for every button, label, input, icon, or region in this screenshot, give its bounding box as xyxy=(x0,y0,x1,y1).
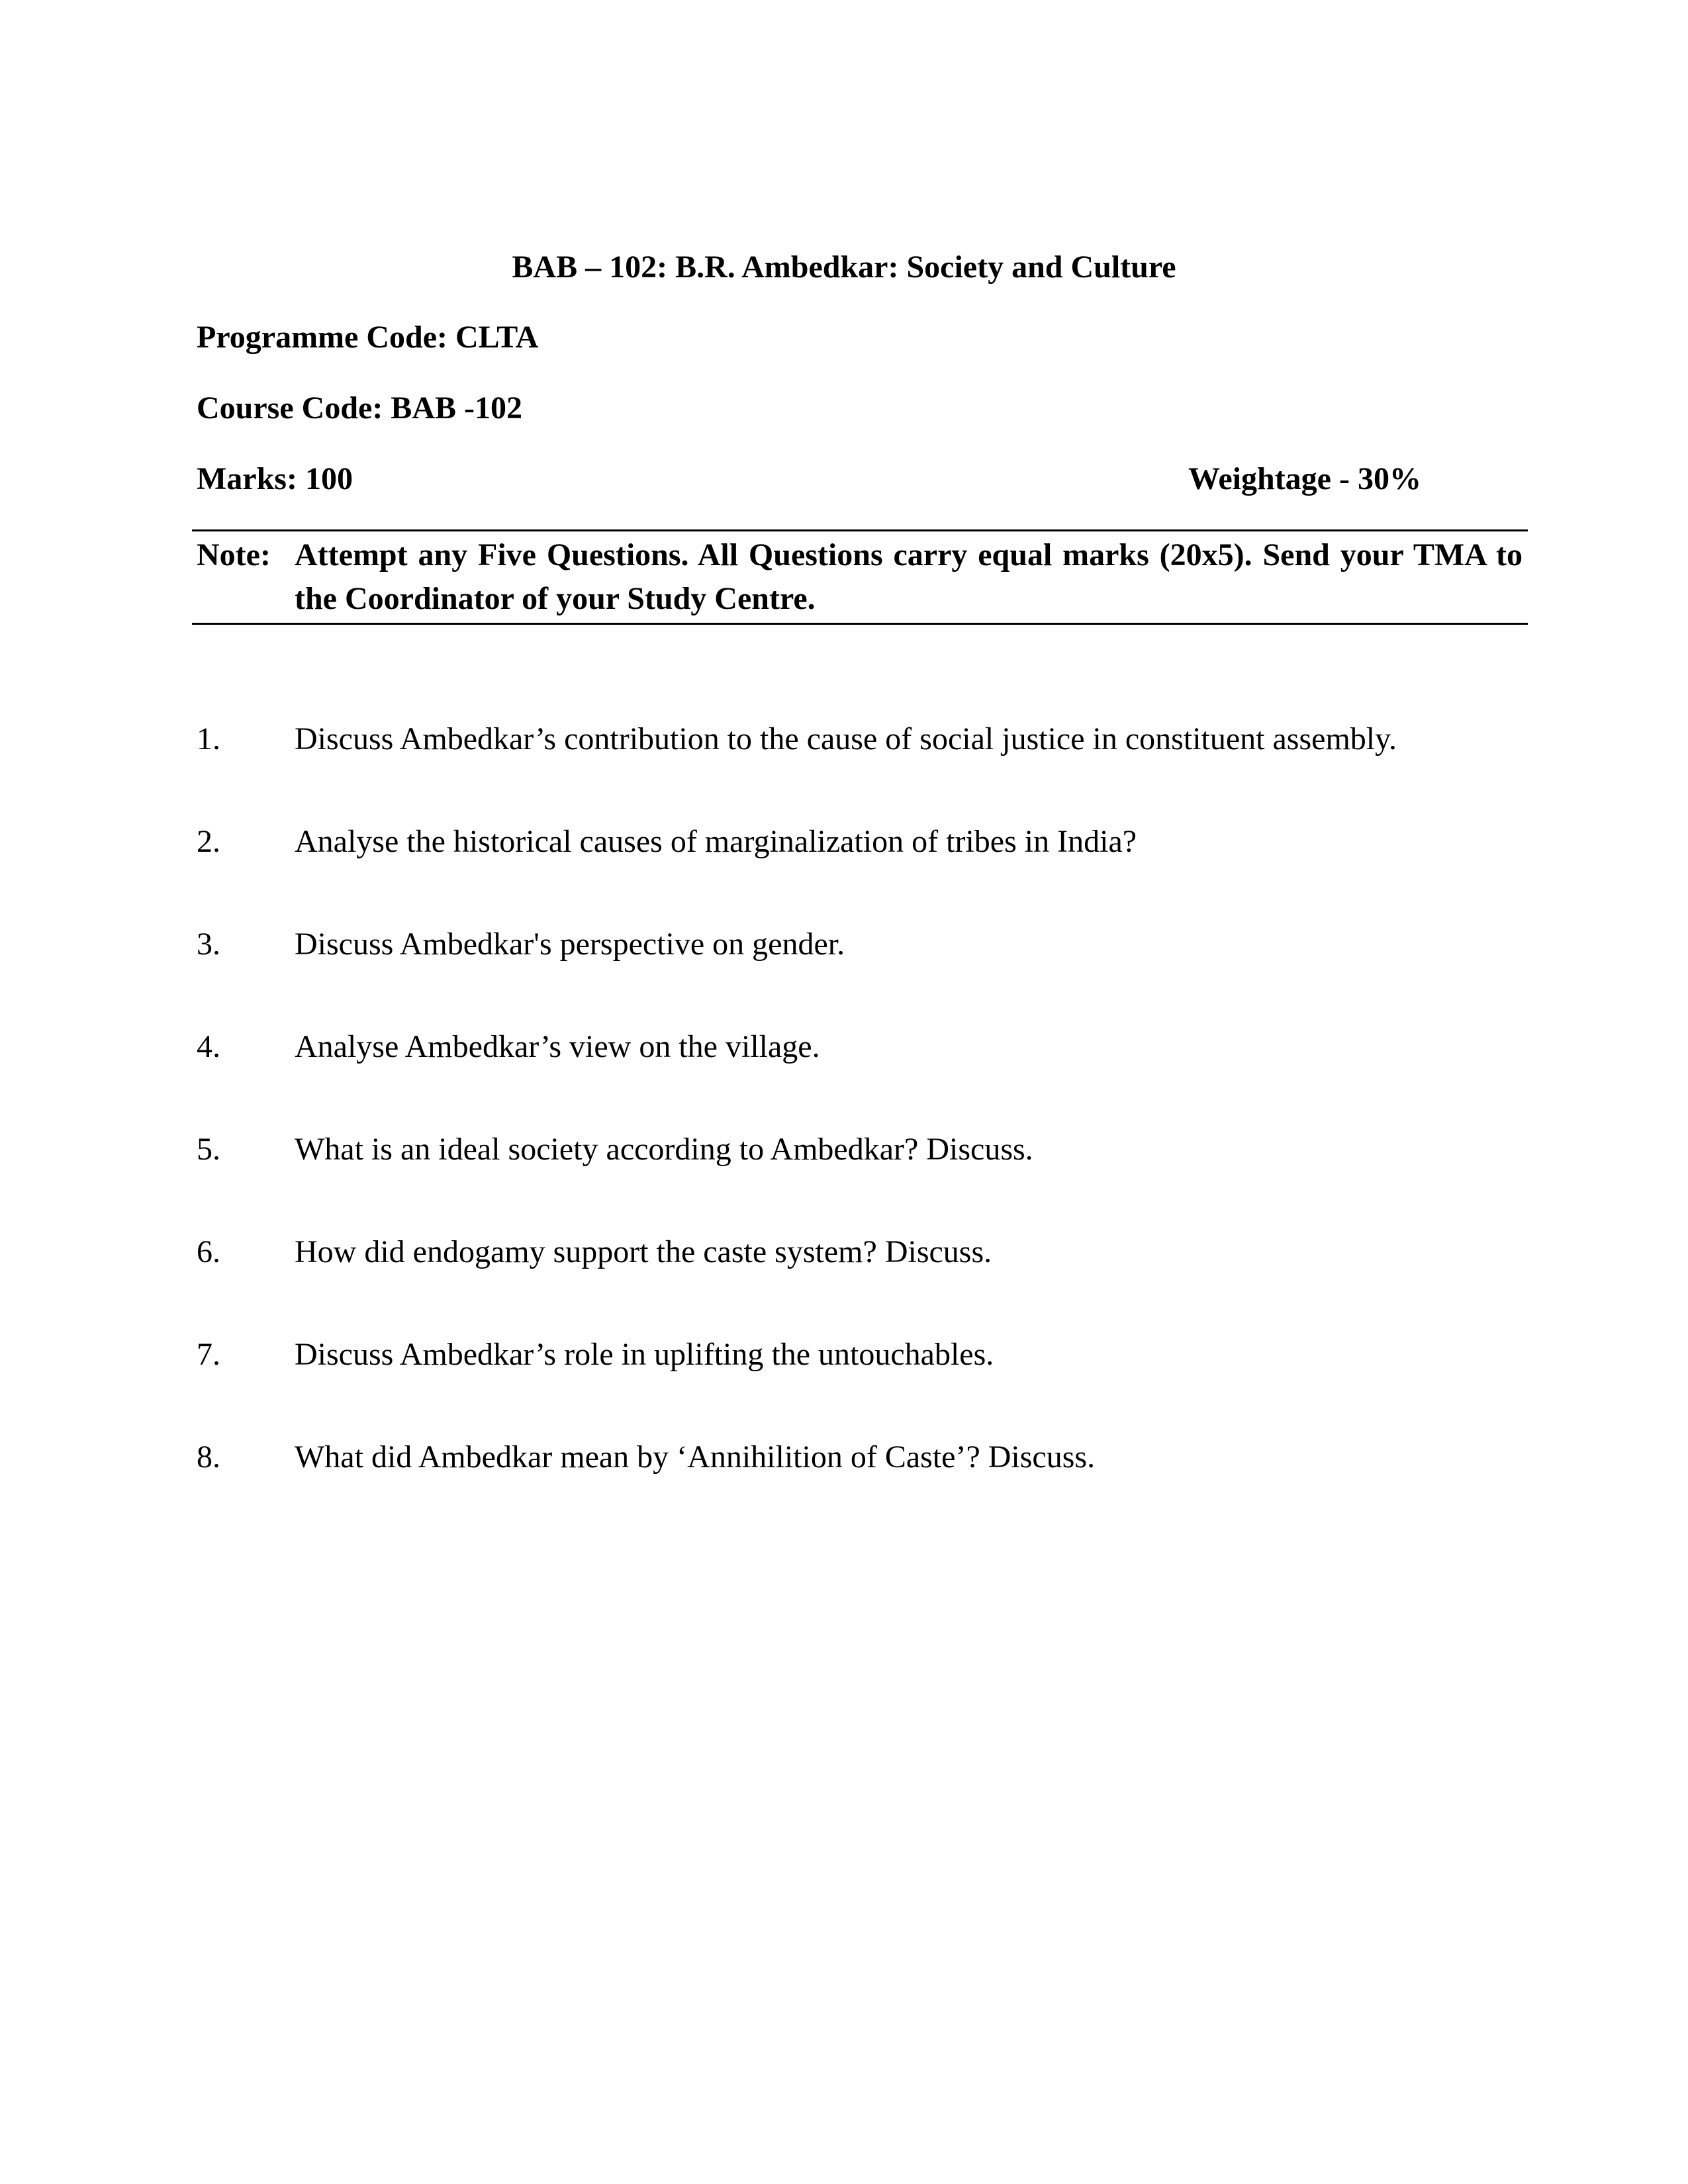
course-code: Course Code: BAB -102 xyxy=(197,390,522,426)
marks: Marks: 100 xyxy=(197,461,353,496)
question-item xyxy=(0,1436,1688,1539)
question-text: Discuss Ambedkar’s contribution to the cause of social justice in constituent assembly. xyxy=(295,721,1397,756)
question-number: 8. xyxy=(197,1439,220,1475)
question-list xyxy=(0,718,1688,1539)
question-item xyxy=(0,1128,1688,1231)
question-text: What did Ambedkar mean by ‘Annihilition of Caste’? Discuss. xyxy=(295,1439,1096,1475)
question-text: Analyse Ambedkar’s view on the village. xyxy=(295,1029,820,1064)
question-text: Discuss Ambedkar's perspective on gender. xyxy=(295,927,845,962)
question-number: 2. xyxy=(197,824,220,859)
note-top-divider xyxy=(192,529,1528,531)
question-number: 1. xyxy=(197,721,220,756)
question-item xyxy=(0,718,1688,821)
question-item xyxy=(0,1026,1688,1128)
weightage: Weightage - 30% xyxy=(1188,461,1421,496)
programme-code: Programme Code: CLTA xyxy=(197,320,539,355)
question-text: What is an ideal society according to Ambedkar? Discuss. xyxy=(295,1132,1033,1167)
note-bottom-divider xyxy=(192,623,1528,625)
document-title: BAB – 102: B.R. Ambedkar: Society and Culture xyxy=(512,250,1176,285)
question-number: 7. xyxy=(197,1337,220,1372)
question-number: 6. xyxy=(197,1234,220,1269)
note-label: Note: xyxy=(197,537,271,572)
question-item xyxy=(0,1231,1688,1334)
question-number: 5. xyxy=(197,1132,220,1167)
question-number: 3. xyxy=(197,927,220,962)
question-item xyxy=(0,821,1688,923)
question-item xyxy=(0,1334,1688,1436)
note-text: Attempt any Five Questions. All Questions carry equal marks (20x5). Send your TMA to the Coordinator of your Study Centre. xyxy=(295,537,1523,616)
question-item xyxy=(0,923,1688,1026)
question-text: How did endogamy support the caste system? Discuss. xyxy=(295,1234,992,1269)
question-text: Analyse the historical causes of marginalization of tribes in India? xyxy=(295,824,1137,859)
question-text: Discuss Ambedkar’s role in uplifting the untouchables. xyxy=(295,1337,994,1372)
question-number: 4. xyxy=(197,1029,220,1064)
